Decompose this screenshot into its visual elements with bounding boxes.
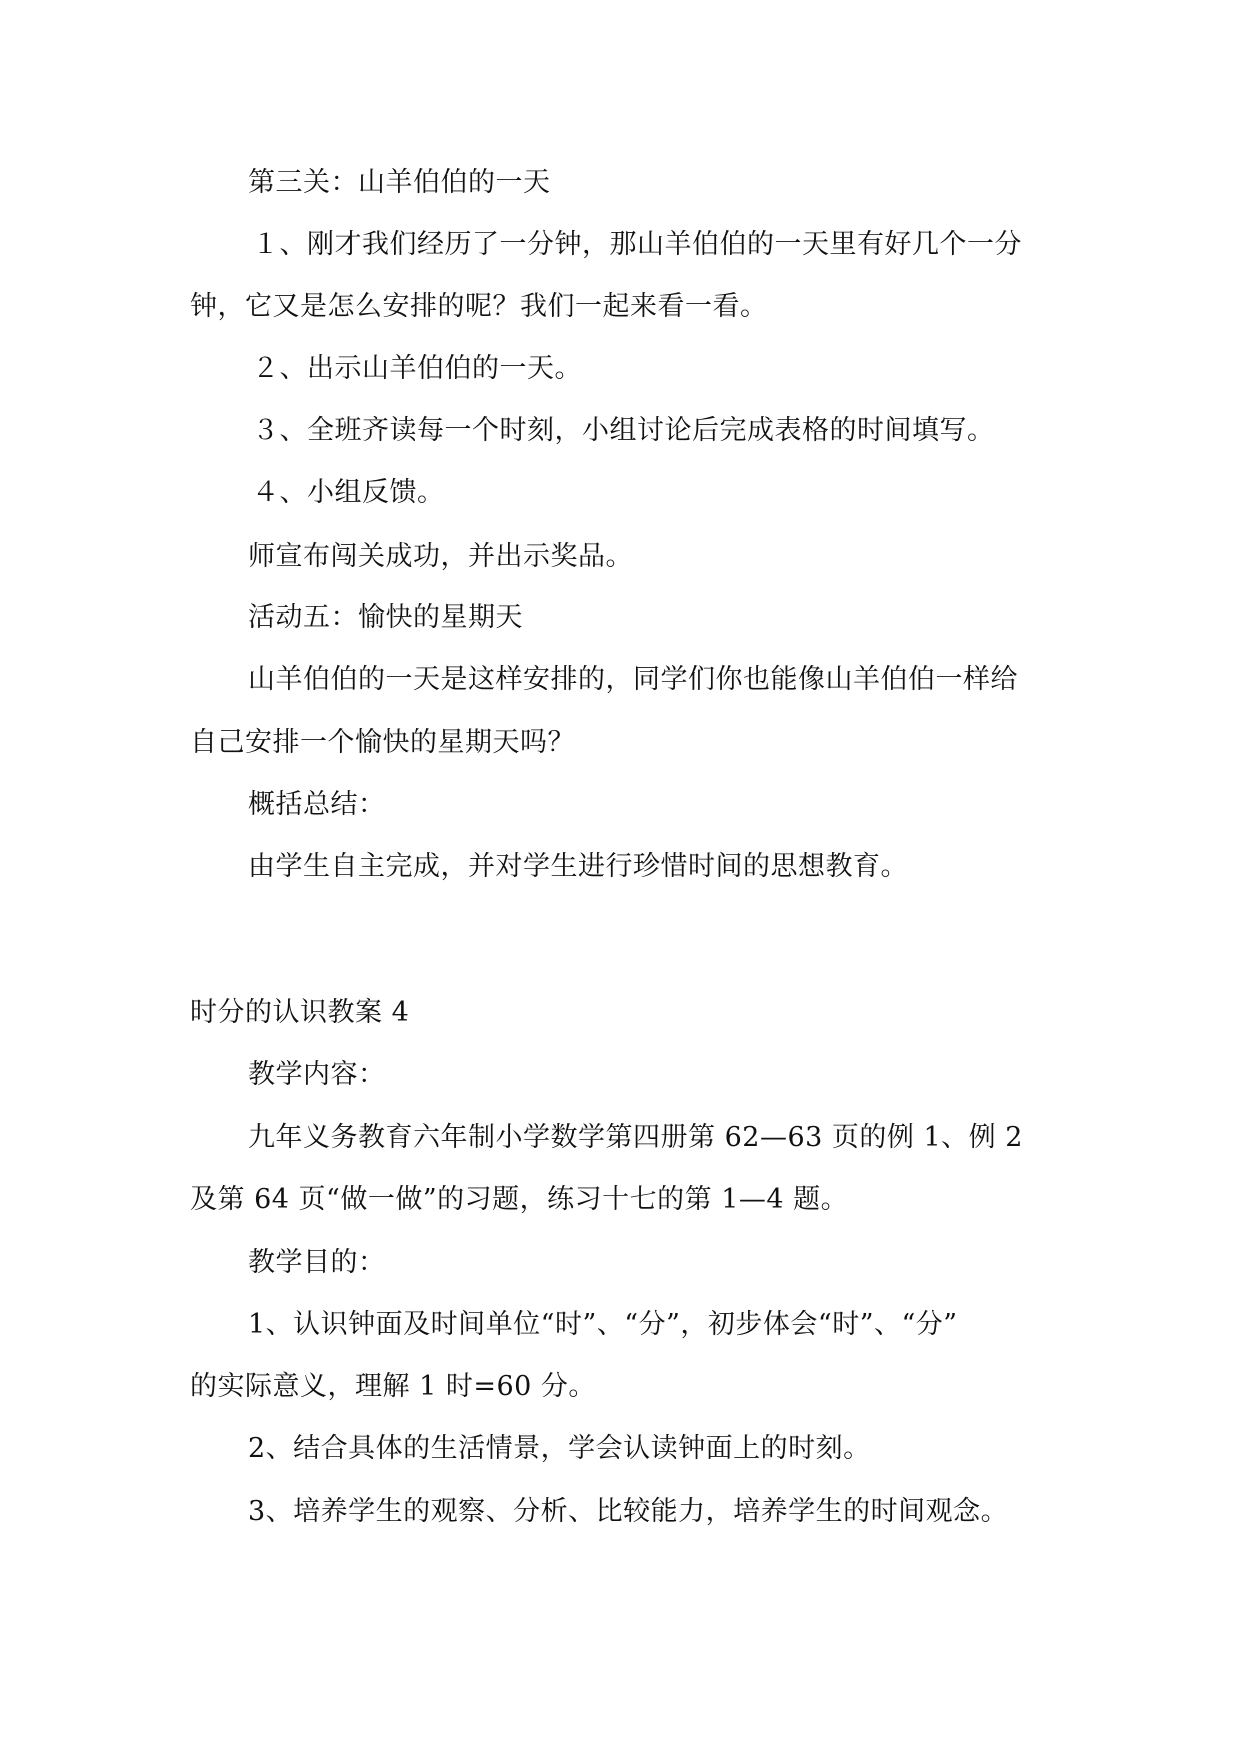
paragraph-teacher-announcement: 师宣布闯关成功，并出示奖品。 <box>248 541 633 572</box>
paragraph-step-2: ２、出示山羊伯伯的一天。 <box>252 353 582 384</box>
paragraph-step-1-line-2: 钟，它又是怎么安排的呢？我们一起来看一看。 <box>190 291 768 322</box>
paragraph-summary: 由学生自主完成，并对学生进行珍惜时间的思想教育。 <box>248 851 908 882</box>
objective-1-line-2: 的实际意义，理解 1 时=60 分。 <box>190 1371 596 1402</box>
section-heading-activity-5: 活动五：愉快的星期天 <box>248 602 523 633</box>
section-heading-content: 教学内容： <box>248 1059 386 1090</box>
objective-2: 2、结合具体的生活情景，学会认读钟面上的时刻。 <box>248 1433 871 1464</box>
paragraph-step-3: ３、全班齐读每一个时刻，小组讨论后完成表格的时间填写。 <box>252 415 995 446</box>
section-heading-objectives: 教学目的： <box>248 1247 386 1278</box>
paragraph-step-4: ４、小组反馈。 <box>252 477 445 508</box>
paragraph-step-1-line-1: １、刚才我们经历了一分钟，那山羊伯伯的一天里有好几个一分 <box>252 229 1022 260</box>
section-heading-summary: 概括总结： <box>248 789 386 820</box>
paragraph-activity-5-line-2: 自己安排一个愉快的星期天吗？ <box>190 727 575 758</box>
paragraph-content-line-2: 及第 64 页“做一做”的习题，练习十七的第 1—4 题。 <box>190 1184 849 1215</box>
document-title: 时分的认识教案 4 <box>190 997 410 1028</box>
section-heading-level-3: 第三关：山羊伯伯的一天 <box>248 167 551 198</box>
objective-3: 3、培养学生的观察、分析、比较能力，培养学生的时间观念。 <box>248 1496 1009 1527</box>
objective-1-line-1: 1、认识钟面及时间单位“时”、“分”，初步体会“时”、“分” <box>248 1309 958 1340</box>
paragraph-content-line-1: 九年义务教育六年制小学数学第四册第 62—63 页的例 1、例 2 <box>248 1122 1023 1153</box>
paragraph-activity-5-line-1: 山羊伯伯的一天是这样安排的，同学们你也能像山羊伯伯一样给 <box>248 664 1018 695</box>
